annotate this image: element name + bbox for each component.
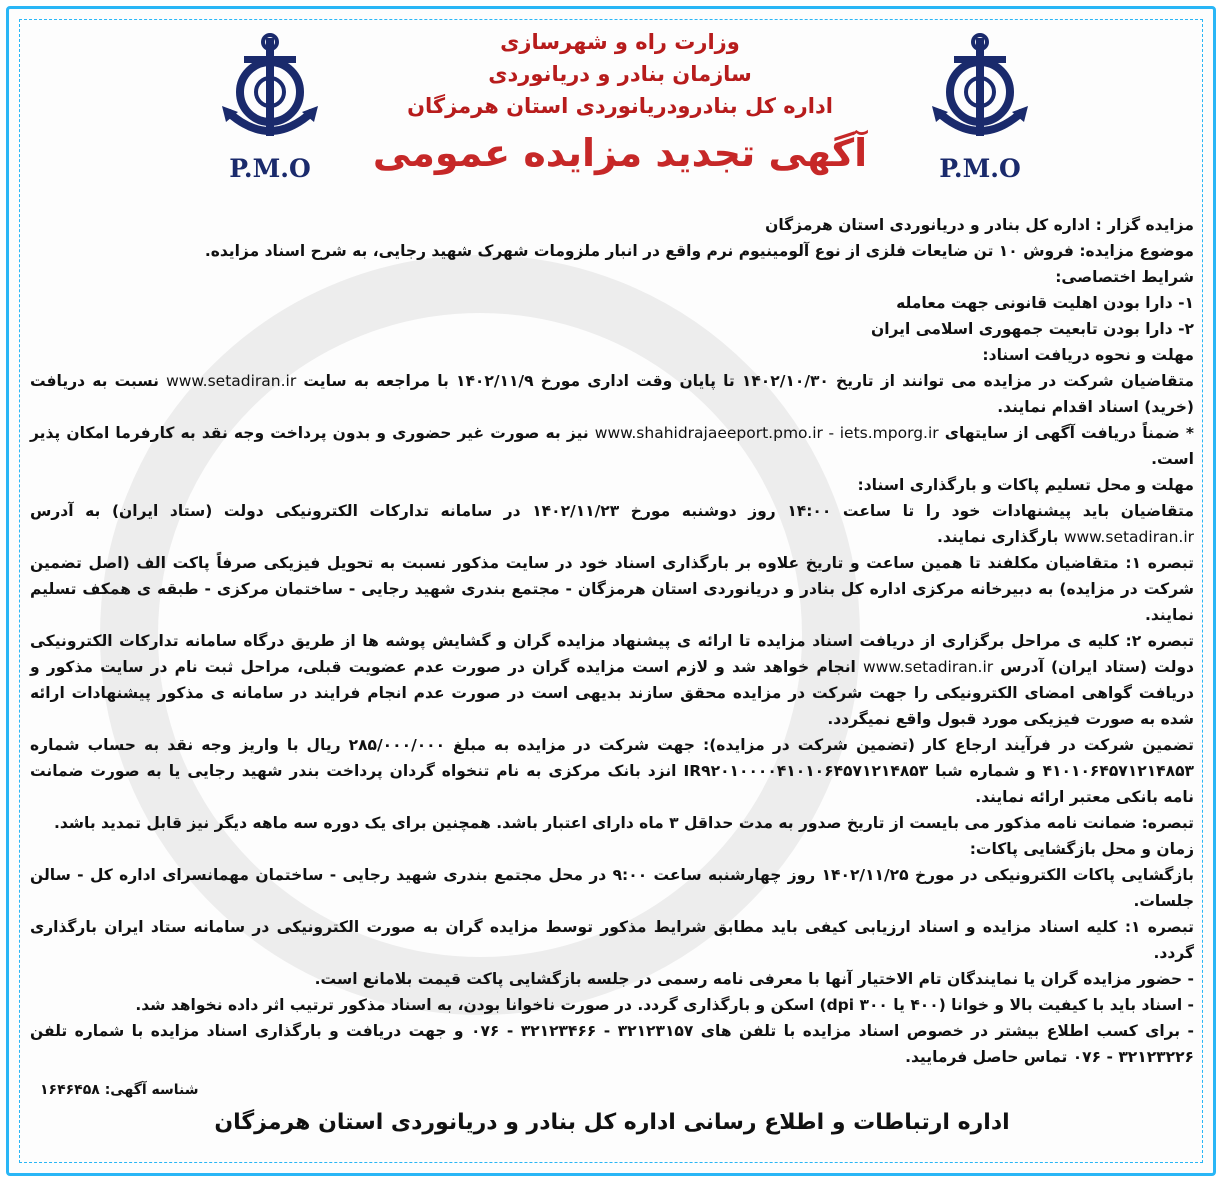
- ad-identifier: شناسه آگهی: ۱۶۴۶۴۵۸: [40, 1082, 199, 1098]
- final-note-1: تبصره ۱: کلیه اسناد مزایده و اسناد ارزیابی کیفی باید مطابق شرایط مذکور توسط مزایده گران به صورت الکترونیکی در سامانه ستاد ایران بارگذاری گردد.: [30, 918, 1195, 962]
- submission-paragraph: [30, 498, 1194, 550]
- notice-header: [340, 26, 900, 182]
- text-segment: نسبت به دریافت (خرید) اسناد اقدام نمایند.: [30, 372, 1194, 416]
- setadiran-link[interactable]: www.setadiran.ir: [862, 658, 994, 676]
- text-segment: متقاضیان باید پیشنهادات خود را تا ساعت ۱۴:۰۰ روز دوشنبه مورخ ۱۴۰۲/۱۱/۲۳ در سامانه تدارکات الکترونیکی دولت (ستاد ایران) به آدرس: [30, 502, 1194, 520]
- department-name: اداره کل بنادرودریانوردی استان هرمزگان: [407, 94, 833, 118]
- contact-paragraph: - برای کسب اطلاع بیشتر در خصوص اسناد مزایده با تلفن های ۳۲۱۲۳۱۵۷ - ۳۲۱۲۳۴۶۶ - ۰۷۶ و جهت دریافت و بارگذاری اسناد مزایده با شماره تلفن ۳۲۱۲۳۲۲۶ - ۰۷۶ تماس حاصل فرمایید.: [30, 1022, 1194, 1066]
- condition-2: ۲- دارا بودن تابعیت جمهوری اسلامی ایران: [870, 320, 1194, 338]
- text-segment: بارگذاری نمایند.: [937, 528, 1064, 546]
- setadiran-link[interactable]: www.setadiran.ir: [166, 372, 297, 390]
- guarantee-note: تبصره: ضمانت نامه مذکور می بایست از تاریخ صدور به مدت حداقل ۳ ماه دارای اعتبار باشد. همچنین برای یک دوره سه ماهه دیگر نیز قابل تمدید باشد.: [53, 814, 1194, 832]
- ministry-name: وزارت راه و شهرسازی: [500, 30, 740, 54]
- anchor-wheel-icon: [920, 30, 1040, 150]
- opening-paragraph: بازگشایی پاکات الکترونیکی در مورخ ۱۴۰۲/۱۱/۲۵ روز چهارشنبه ساعت ۹:۰۰ در محل مجتمع بندری شهید رجایی - ساختمان مهمانسرای اداره کل - سالن جلسات.: [30, 866, 1194, 910]
- documents-paragraph: [30, 368, 1194, 420]
- submission-heading: مهلت و محل تسلیم پاکات و بارگذاری اسناد:: [857, 476, 1194, 494]
- setadiran-link[interactable]: www.setadiran.ir: [1063, 528, 1194, 546]
- logo-label: P.M.O: [229, 154, 311, 183]
- pmo-logo-left: [210, 30, 330, 190]
- conditions-heading: شرایط اختصاصی:: [1055, 268, 1194, 286]
- anchor-wheel-icon: [210, 30, 330, 150]
- documents-heading: مهلت و نحوه دریافت اسناد:: [982, 346, 1194, 364]
- note-1: تبصره ۱: متقاضیان مکلفند تا همین ساعت و تاریخ علاوه بر بارگذاری اسناد خود در سایت مذکور نسبت به تحویل فیزیکی صرفاً پاکت الف (اصل تضمین شرکت در مزایده) به دبیرخانه مرکزی اداره کل بنادر و دریانوردی استان هرمزگان - مجتمع بندری شهید رجایی - ساختمان مرکزی - طبقه ی همکف تسلیم نمایند.: [30, 554, 1195, 624]
- notice-title: آگهی تجدید مزایده عمومی: [372, 131, 868, 175]
- note-2: [30, 628, 1194, 732]
- auctioneer: مزایده گزار : اداره کل بنادر و دریانوردی استان هرمزگان: [765, 216, 1194, 234]
- final-note-3: - اسناد باید با کیفیت بالا و خوانا (۴۰۰ یا ۳۰۰ dpi) اسکن و بارگذاری گردد. در صورت ناخوانا بودن، به اسناد مذکور ترتیب اثر داده نخواهد شد.: [135, 996, 1194, 1014]
- pmo-logo-right: [920, 30, 1040, 190]
- text-segment: تبصره ۲: کلیه ی مراحل برگزاری از دریافت اسناد مزایده تا ارائه ی پیشنهاد مزایده گران و گشایش پوشه ها از طریق درگاه سامانه تدارکات الکترونیکی دولت (ستاد ایران) آدرس: [30, 632, 1194, 676]
- notice-body: [30, 212, 1194, 1070]
- opening-heading: زمان و محل بازگشایی پاکات:: [969, 840, 1194, 858]
- guarantee-paragraph: تضمین شرکت در فرآیند ارجاع کار (تضمین شرکت در مزایده): جهت شرکت در مزایده به مبلغ ۲۸۵/۰۰۰/۰۰۰ ریال با واریز وجه نقد به حساب شماره ۴۱۰۱۰۶۴۵۷۱۲۱۴۸۵۳ و شماره شبا IR۹۲۰۱۰۰۰۰۴۱۰۱۰۶۴۵۷۱۲۱۴۸۵۳ انزد بانک مرکزی به نام تنخواه گردان پرداخت بندر شهید رجایی یا به صورت ضمانت نامه بانکی معتبر ارائه نمایند.: [30, 736, 1194, 806]
- text-segment: متقاضیان شرکت در مزایده می توانند از تاریخ ۱۴۰۲/۱۰/۳۰ تا پایان وقت اداری مورخ ۱۴۰۲/۱۱/۹ با مراجعه به سایت: [296, 372, 1195, 390]
- websites-link[interactable]: www.shahidrajaeeport.pmo.ir - iets.mporg.ir: [594, 424, 939, 442]
- text-segment: * ضمناً دریافت آگهی از سایتهای: [938, 424, 1194, 442]
- text-segment: نیز به صورت غیر حضوری و بدون پرداخت وجه نقد به کارفرما امکان پذیر است.: [30, 424, 1194, 468]
- websites-paragraph: [30, 420, 1194, 472]
- organization-name: سازمان بنادر و دریانوردی: [488, 62, 752, 86]
- condition-1: ۱- دارا بودن اهلیت قانونی جهت معامله: [896, 294, 1194, 312]
- logo-label: P.M.O: [939, 154, 1021, 183]
- auction-subject: موضوع مزایده: فروش ۱۰ تن ضایعات فلزی از نوع آلومینیوم نرم واقع در انبار ملزومات شهرک شهید رجایی، به شرح اسناد مزایده.: [204, 242, 1194, 260]
- footer-publisher: اداره ارتباطات و اطلاع رسانی اداره کل بنادر و دریانوردی استان هرمزگان: [214, 1110, 1010, 1135]
- final-note-2: - حضور مزایده گران یا نمایندگان تام الاختیار آنها با معرفی نامه رسمی در جلسه بازگشایی پاکت قیمت بلامانع است.: [314, 970, 1194, 988]
- text-segment: انجام خواهد شد و لازم است مزایده گران در صورت عدم عضویت قبلی، مراحل ثبت نام در سایت مذکور و دریافت گواهی امضای الکترونیکی را جهت شرکت در مزایده محقق سازند بدیهی است در صورت عدم انجام فرایند در سامانه ی مذکور پیشنهادات ارائه شده به صورت فیزیکی مورد قبول واقع نمیگردد.: [30, 658, 1194, 728]
